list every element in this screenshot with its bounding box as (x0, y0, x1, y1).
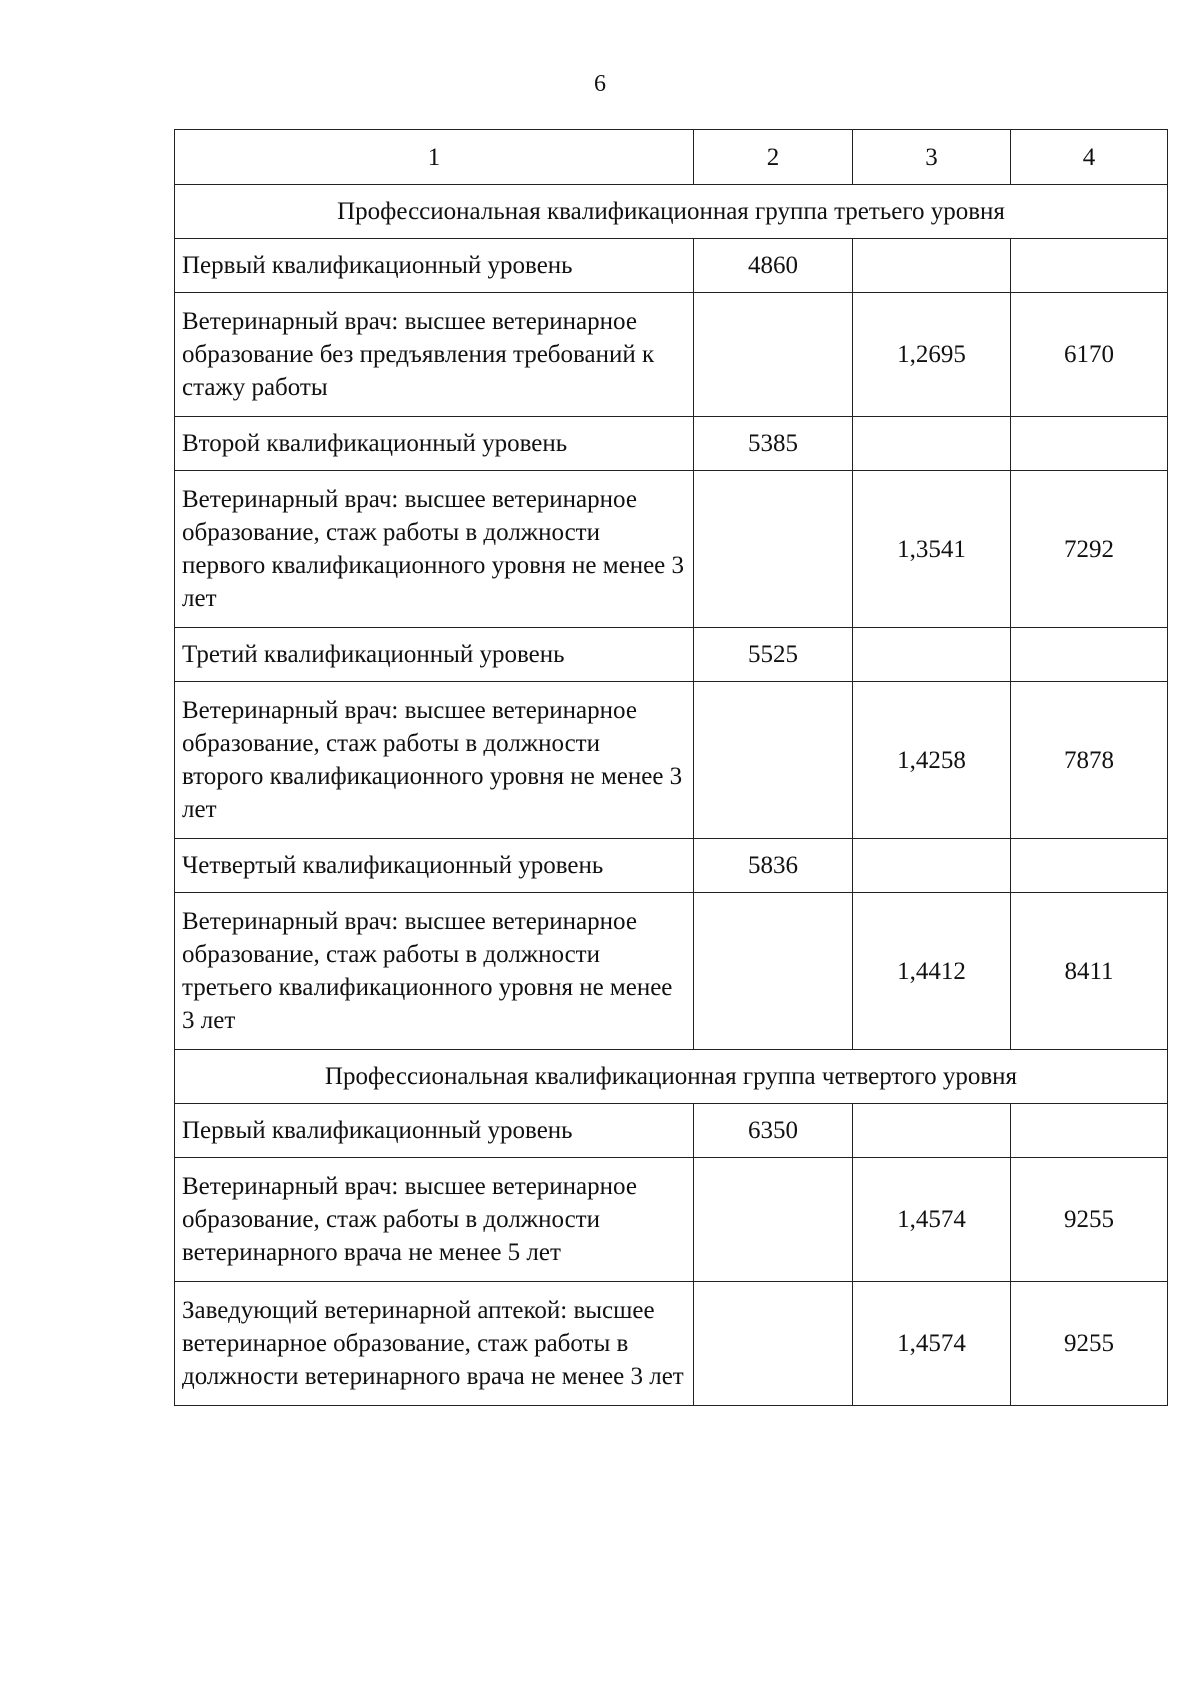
page-number: 6 (594, 71, 606, 97)
position-coefficient: 1,4258 (853, 682, 1011, 839)
level-base-salary: 5836 (694, 839, 853, 893)
position-coefficient: 1,2695 (853, 293, 1011, 417)
level-row (175, 417, 1168, 471)
level-label: Четвертый квалификационный уровень (175, 839, 694, 893)
group-header-row (175, 1050, 1168, 1104)
empty-cell (694, 471, 853, 628)
position-coefficient: 1,4574 (853, 1282, 1011, 1406)
header-col-1: 1 (175, 130, 694, 185)
position-description: Ветеринарный врач: высшее ветеринарное образование без предъявления требований к стажу работы (175, 293, 694, 417)
position-coefficient: 1,4574 (853, 1158, 1011, 1282)
position-row (175, 893, 1168, 1050)
position-description: Ветеринарный врач: высшее ветеринарное образование, стаж работы в должности второго квалификационного уровня не менее 3 лет (175, 682, 694, 839)
position-row (175, 471, 1168, 628)
empty-cell (694, 682, 853, 839)
empty-cell (853, 628, 1011, 682)
level-base-salary: 5385 (694, 417, 853, 471)
level-row (175, 1104, 1168, 1158)
header-col-2: 2 (694, 130, 853, 185)
level-label: Третий квалификационный уровень (175, 628, 694, 682)
position-coefficient: 1,4412 (853, 893, 1011, 1050)
header-col-3: 3 (853, 130, 1011, 185)
position-description: Ветеринарный врач: высшее ветеринарное образование, стаж работы в должности ветеринарного врача не менее 5 лет (175, 1158, 694, 1282)
level-row (175, 239, 1168, 293)
position-salary: 6170 (1011, 293, 1168, 417)
position-coefficient: 1,3541 (853, 471, 1011, 628)
group-title: Профессиональная квалификационная группа четвертого уровня (175, 1050, 1168, 1104)
salary-table-container (174, 129, 1167, 1406)
empty-cell (694, 1158, 853, 1282)
level-label: Второй квалификационный уровень (175, 417, 694, 471)
level-base-salary: 5525 (694, 628, 853, 682)
empty-cell (1011, 628, 1168, 682)
empty-cell (694, 893, 853, 1050)
position-salary: 7292 (1011, 471, 1168, 628)
group-header-row (175, 185, 1168, 239)
level-label: Первый квалификационный уровень (175, 239, 694, 293)
empty-cell (1011, 1104, 1168, 1158)
level-label: Первый квалификационный уровень (175, 1104, 694, 1158)
empty-cell (853, 839, 1011, 893)
empty-cell (1011, 239, 1168, 293)
header-col-4: 4 (1011, 130, 1168, 185)
position-row (175, 1158, 1168, 1282)
group-title: Профессиональная квалификационная группа третьего уровня (175, 185, 1168, 239)
empty-cell (1011, 417, 1168, 471)
empty-cell (1011, 839, 1168, 893)
salary-table (174, 129, 1168, 1406)
position-salary: 9255 (1011, 1282, 1168, 1406)
position-salary: 9255 (1011, 1158, 1168, 1282)
table-header-row (175, 130, 1168, 185)
level-base-salary: 4860 (694, 239, 853, 293)
empty-cell (853, 417, 1011, 471)
empty-cell (853, 239, 1011, 293)
position-description: Ветеринарный врач: высшее ветеринарное образование, стаж работы в должности третьего квалификационного уровня не менее 3 лет (175, 893, 694, 1050)
position-description: Заведующий ветеринарной аптекой: высшее ветеринарное образование, стаж работы в должности ветеринарного врача не менее 3 лет (175, 1282, 694, 1406)
position-row (175, 682, 1168, 839)
position-salary: 8411 (1011, 893, 1168, 1050)
position-salary: 7878 (1011, 682, 1168, 839)
position-row (175, 293, 1168, 417)
empty-cell (694, 293, 853, 417)
position-row (175, 1282, 1168, 1406)
empty-cell (694, 1282, 853, 1406)
level-row (175, 628, 1168, 682)
level-base-salary: 6350 (694, 1104, 853, 1158)
level-row (175, 839, 1168, 893)
position-description: Ветеринарный врач: высшее ветеринарное образование, стаж работы в должности первого квалификационного уровня не менее 3 лет (175, 471, 694, 628)
empty-cell (853, 1104, 1011, 1158)
